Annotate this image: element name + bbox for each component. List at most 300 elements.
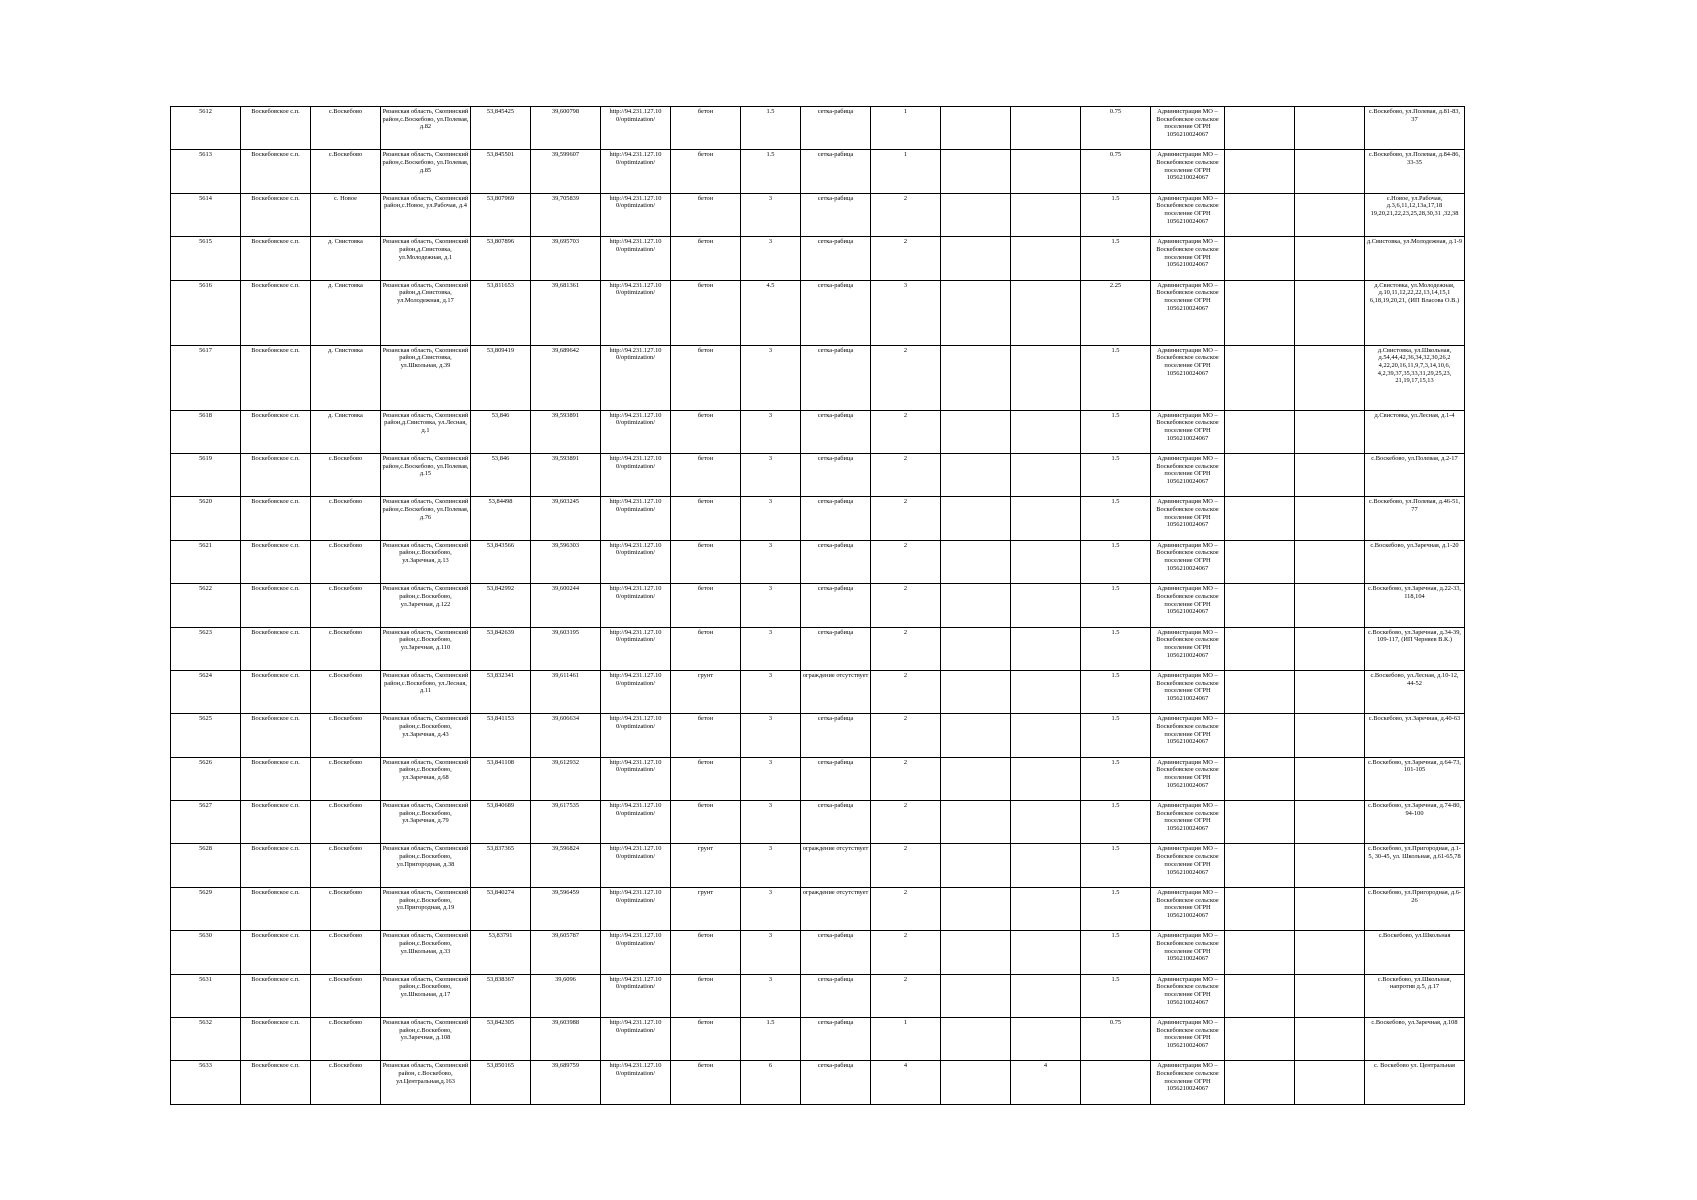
cell-area: 3 xyxy=(741,931,801,974)
cell-url: http://94.231.127.10 0/optimization/ xyxy=(601,757,671,800)
cell-empty xyxy=(941,540,1011,583)
table-row xyxy=(171,974,1465,1017)
cell-area: 3 xyxy=(741,193,801,236)
cell-cover: бетон xyxy=(671,410,741,453)
cell-src: с.Воскебово, ул.Полевая, д.46-51, 77 xyxy=(1365,497,1465,540)
cell-cap: 2.25 xyxy=(1081,280,1151,345)
cell-src: с. Воскебово ул. Центральная xyxy=(1365,1061,1465,1104)
cell-owner: Администрация МО – Воскебовское сельское поселение ОГРН 1056210024067 xyxy=(1151,1018,1225,1061)
cell-sp: Воскебовское с.п. xyxy=(241,584,311,627)
cell-empty xyxy=(1295,193,1365,236)
cell-area: 3 xyxy=(741,714,801,757)
cell-type: сетка-рабица xyxy=(801,801,871,844)
cell-sp: Воскебовское с.п. xyxy=(241,757,311,800)
cell-owner: Администрация МО – Воскебовское сельское поселение ОГРН 1056210024067 xyxy=(1151,193,1225,236)
cell-vol xyxy=(1011,844,1081,887)
cell-owner: Администрация МО – Воскебовское сельское поселение ОГРН 1056210024067 xyxy=(1151,345,1225,410)
cell-cap: 1.5 xyxy=(1081,844,1151,887)
cell-type: сетка-рабица xyxy=(801,150,871,193)
cell-cover: бетон xyxy=(671,714,741,757)
cell-src: д.Свистовка, ул.Школьная, д.54,44,42,36,34,32,30,26,2 4,22,20,16,11,9,7,3,14,10,6, 4,2,39,37,35,33,31,29,25,23, 21,19,17,15,13 xyxy=(1365,345,1465,410)
cell-np: с.Воскебово xyxy=(311,714,381,757)
cell-empty xyxy=(1225,584,1295,627)
cell-url: http://94.231.127.10 0/optimization/ xyxy=(601,345,671,410)
cell-cover: бетон xyxy=(671,497,741,540)
cell-vol xyxy=(1011,150,1081,193)
cell-src: с.Воскебово, ул.Заречная, д.64-73, 101-105 xyxy=(1365,757,1465,800)
cell-type: сетка-рабица xyxy=(801,193,871,236)
cell-vol xyxy=(1011,540,1081,583)
cell-empty xyxy=(1295,931,1365,974)
cell-cnt: 1 xyxy=(871,1018,941,1061)
table-row xyxy=(171,757,1465,800)
cell-empty xyxy=(941,453,1011,496)
cell-url: http://94.231.127.10 0/optimization/ xyxy=(601,540,671,583)
cell-cnt: 3 xyxy=(871,280,941,345)
cell-owner: Администрация МО – Воскебовское сельское поселение ОГРН 1056210024067 xyxy=(1151,540,1225,583)
cell-vol xyxy=(1011,453,1081,496)
cell-addr: Рязанская область, Скопинский район,с.Воскебово, ул.Заречная, д.68 xyxy=(381,757,471,800)
cell-area: 3 xyxy=(741,974,801,1017)
cell-np: д. Свистовка xyxy=(311,345,381,410)
cell-empty xyxy=(1295,410,1365,453)
cell-owner: Администрация МО – Воскебовское сельское поселение ОГРН 1056210024067 xyxy=(1151,887,1225,930)
cell-url: http://94.231.127.10 0/optimization/ xyxy=(601,714,671,757)
cell-lat: 53,846 xyxy=(471,410,531,453)
cell-cnt: 2 xyxy=(871,714,941,757)
cell-owner: Администрация МО – Воскебовское сельское поселение ОГРН 1056210024067 xyxy=(1151,801,1225,844)
cell-cnt: 1 xyxy=(871,150,941,193)
cell-empty xyxy=(941,150,1011,193)
cell-sp: Воскебовское с.п. xyxy=(241,627,311,670)
cell-owner: Администрация МО – Воскебовское сельское поселение ОГРН 1056210024067 xyxy=(1151,150,1225,193)
cell-np: с.Воскебово xyxy=(311,670,381,713)
cell-addr: Рязанская область, Скопинский район,с.Воскебово, ул.Пригородная, д.38 xyxy=(381,844,471,887)
cell-empty xyxy=(1225,714,1295,757)
cell-type: сетка-рабица xyxy=(801,540,871,583)
cell-addr: Рязанская область, Скопинский район,с.Новое, ул.Рабочая, д.4 xyxy=(381,193,471,236)
cell-empty xyxy=(1295,345,1365,410)
cell-sp: Воскебовское с.п. xyxy=(241,844,311,887)
cell-cap: 1.5 xyxy=(1081,931,1151,974)
cell-area: 3 xyxy=(741,345,801,410)
cell-sp: Воскебовское с.п. xyxy=(241,193,311,236)
cell-id: 5612 xyxy=(171,107,241,150)
cell-id: 5616 xyxy=(171,280,241,345)
cell-owner: Администрация МО – Воскебовское сельское поселение ОГРН 1056210024067 xyxy=(1151,844,1225,887)
cell-empty xyxy=(941,1018,1011,1061)
cell-lat: 53,842305 xyxy=(471,1018,531,1061)
cell-area: 3 xyxy=(741,410,801,453)
cell-cnt: 2 xyxy=(871,974,941,1017)
cell-empty xyxy=(941,345,1011,410)
cell-url: http://94.231.127.10 0/optimization/ xyxy=(601,237,671,280)
cell-sp: Воскебовское с.п. xyxy=(241,345,311,410)
cell-empty xyxy=(941,107,1011,150)
cell-addr: Рязанская область, Скопинский район,с.Воскебово, ул.Заречная, д.79 xyxy=(381,801,471,844)
table-row xyxy=(171,237,1465,280)
table-row xyxy=(171,345,1465,410)
cell-empty xyxy=(941,584,1011,627)
cell-lat: 53,845501 xyxy=(471,150,531,193)
cell-cnt: 1 xyxy=(871,107,941,150)
cell-vol xyxy=(1011,584,1081,627)
cell-cover: бетон xyxy=(671,345,741,410)
cell-empty xyxy=(1225,410,1295,453)
cell-lon: 39,600244 xyxy=(531,584,601,627)
cell-lon: 39,611461 xyxy=(531,670,601,713)
cell-id: 5613 xyxy=(171,150,241,193)
cell-owner: Администрация МО – Воскебовское сельское поселение ОГРН 1056210024067 xyxy=(1151,410,1225,453)
cell-lat: 53,841153 xyxy=(471,714,531,757)
cell-vol xyxy=(1011,107,1081,150)
cell-cover: грунт xyxy=(671,844,741,887)
table-row xyxy=(171,844,1465,887)
cell-id: 5630 xyxy=(171,931,241,974)
cell-area: 3 xyxy=(741,887,801,930)
cell-empty xyxy=(1225,540,1295,583)
cell-vol xyxy=(1011,757,1081,800)
cell-np: с.Воскебово xyxy=(311,540,381,583)
cell-cnt: 2 xyxy=(871,627,941,670)
cell-addr: Рязанская область, Скопинский район,с.Воскебово, ул.Полевая, д.82 xyxy=(381,107,471,150)
cell-cover: бетон xyxy=(671,801,741,844)
cell-lon: 39,603195 xyxy=(531,627,601,670)
cell-id: 5621 xyxy=(171,540,241,583)
cell-lon: 39,617535 xyxy=(531,801,601,844)
cell-addr: Рязанская область, Скопинский район,с.Воскебово, ул.Школьная, д.17 xyxy=(381,974,471,1017)
cell-lat: 53,807896 xyxy=(471,237,531,280)
cell-type: сетка-рабица xyxy=(801,280,871,345)
cell-empty xyxy=(941,801,1011,844)
cell-addr: Рязанская область, Скопинский район,с.Воскебово, ул.Заречная, д.13 xyxy=(381,540,471,583)
cell-owner: Администрация МО – Воскебовское сельское поселение ОГРН 1056210024067 xyxy=(1151,107,1225,150)
cell-lat: 53,838367 xyxy=(471,974,531,1017)
cell-addr: Рязанская область, Скопинский район,с.Воскебово, ул.Полевая, д.85 xyxy=(381,150,471,193)
cell-cap: 1.5 xyxy=(1081,670,1151,713)
cell-empty xyxy=(1225,844,1295,887)
cell-vol xyxy=(1011,801,1081,844)
table-row xyxy=(171,670,1465,713)
cell-sp: Воскебовское с.п. xyxy=(241,453,311,496)
cell-type: сетка-рабица xyxy=(801,497,871,540)
cell-owner: Администрация МО – Воскебовское сельское поселение ОГРН 1056210024067 xyxy=(1151,670,1225,713)
cell-area: 6 xyxy=(741,1061,801,1104)
cell-lat: 53,811653 xyxy=(471,280,531,345)
cell-src: с.Воскебово, ул.Лесная, д.10-12, 44-52 xyxy=(1365,670,1465,713)
table-row xyxy=(171,931,1465,974)
cell-empty xyxy=(941,931,1011,974)
table-row xyxy=(171,150,1465,193)
cell-empty xyxy=(941,714,1011,757)
cell-empty xyxy=(1225,627,1295,670)
cell-sp: Воскебовское с.п. xyxy=(241,150,311,193)
cell-id: 5628 xyxy=(171,844,241,887)
table-row xyxy=(171,193,1465,236)
cell-type: сетка-рабица xyxy=(801,974,871,1017)
cell-empty xyxy=(1295,627,1365,670)
cell-vol xyxy=(1011,237,1081,280)
cell-empty xyxy=(941,887,1011,930)
cell-empty xyxy=(1225,107,1295,150)
cell-lon: 39,593891 xyxy=(531,453,601,496)
cell-empty xyxy=(1225,757,1295,800)
table-row xyxy=(171,410,1465,453)
cell-area: 3 xyxy=(741,844,801,887)
cell-lon: 39,689642 xyxy=(531,345,601,410)
cell-area: 4.5 xyxy=(741,280,801,345)
cell-empty xyxy=(1295,540,1365,583)
cell-empty xyxy=(1225,670,1295,713)
cell-url: http://94.231.127.10 0/optimization/ xyxy=(601,497,671,540)
cell-sp: Воскебовское с.п. xyxy=(241,237,311,280)
cell-lon: 39,593891 xyxy=(531,410,601,453)
cell-sp: Воскебовское с.п. xyxy=(241,107,311,150)
cell-id: 5617 xyxy=(171,345,241,410)
cell-owner: Администрация МО – Воскебовское сельское поселение ОГРН 1056210024067 xyxy=(1151,497,1225,540)
cell-lat: 53,845425 xyxy=(471,107,531,150)
cell-type: ограждение отсутствует xyxy=(801,887,871,930)
cell-type: сетка-рабица xyxy=(801,345,871,410)
cell-empty xyxy=(941,627,1011,670)
cell-url: http://94.231.127.10 0/optimization/ xyxy=(601,801,671,844)
cell-cap: 1.5 xyxy=(1081,974,1151,1017)
cell-vol xyxy=(1011,931,1081,974)
cell-cover: грунт xyxy=(671,670,741,713)
cell-sp: Воскебовское с.п. xyxy=(241,410,311,453)
cell-addr: Рязанская область, Скопинский район, с.Воскебово, ул.Центральная,д.163 xyxy=(381,1061,471,1104)
cell-np: с.Воскебово xyxy=(311,974,381,1017)
cell-lon: 39,606634 xyxy=(531,714,601,757)
cell-vol xyxy=(1011,670,1081,713)
cell-cap: 0.75 xyxy=(1081,150,1151,193)
table-body xyxy=(171,107,1465,1105)
cell-empty xyxy=(1295,107,1365,150)
cell-empty xyxy=(1295,844,1365,887)
cell-owner: Администрация МО – Воскебовское сельское поселение ОГРН 1056210024067 xyxy=(1151,627,1225,670)
cell-type: сетка-рабица xyxy=(801,453,871,496)
cell-type: сетка-рабица xyxy=(801,107,871,150)
cell-cover: бетон xyxy=(671,193,741,236)
cell-np: с.Воскебово xyxy=(311,931,381,974)
cell-src: с.Воскебово, ул.Заречная, д.108 xyxy=(1365,1018,1465,1061)
cell-empty xyxy=(1225,280,1295,345)
cell-cover: бетон xyxy=(671,1061,741,1104)
cell-cnt: 2 xyxy=(871,887,941,930)
cell-sp: Воскебовское с.п. xyxy=(241,1018,311,1061)
cell-empty xyxy=(941,280,1011,345)
cell-cnt: 2 xyxy=(871,844,941,887)
cell-url: http://94.231.127.10 0/optimization/ xyxy=(601,627,671,670)
table-row xyxy=(171,497,1465,540)
cell-lat: 53,832341 xyxy=(471,670,531,713)
cell-lon: 39,596303 xyxy=(531,540,601,583)
cell-cnt: 2 xyxy=(871,757,941,800)
cell-url: http://94.231.127.10 0/optimization/ xyxy=(601,453,671,496)
cell-empty xyxy=(1225,237,1295,280)
cell-id: 5623 xyxy=(171,627,241,670)
cell-cnt: 2 xyxy=(871,453,941,496)
cell-type: ограждение отсутствует xyxy=(801,844,871,887)
table-row xyxy=(171,107,1465,150)
cell-np: с.Воскебово xyxy=(311,887,381,930)
cell-src: с.Воскебово, ул.Школьная xyxy=(1365,931,1465,974)
cell-addr: Рязанская область, Скопинский район,д.Свистовка, ул.Молодежная, д.1 xyxy=(381,237,471,280)
cell-vol xyxy=(1011,1018,1081,1061)
cell-empty xyxy=(1225,974,1295,1017)
cell-url: http://94.231.127.10 0/optimization/ xyxy=(601,107,671,150)
cell-empty xyxy=(1295,1018,1365,1061)
cell-empty xyxy=(1295,453,1365,496)
cell-src: с.Воскебово, ул.Заречная, д.1-20 xyxy=(1365,540,1465,583)
cell-cnt: 2 xyxy=(871,540,941,583)
cell-lon: 39,599607 xyxy=(531,150,601,193)
cell-empty xyxy=(1295,497,1365,540)
table-row xyxy=(171,1061,1465,1104)
cell-lon: 39,681361 xyxy=(531,280,601,345)
cell-cover: бетон xyxy=(671,974,741,1017)
cell-id: 5625 xyxy=(171,714,241,757)
cell-np: с.Воскебово xyxy=(311,757,381,800)
cell-vol xyxy=(1011,280,1081,345)
cell-empty xyxy=(1225,453,1295,496)
cell-addr: Рязанская область, Скопинский район,д.Свистовка, ул.Молодежная, д.17 xyxy=(381,280,471,345)
cell-empty xyxy=(1295,584,1365,627)
cell-lat: 53,841108 xyxy=(471,757,531,800)
cell-src: с.Воскебово, ул.Заречная, д.22-33, 118,104 xyxy=(1365,584,1465,627)
cell-sp: Воскебовское с.п. xyxy=(241,887,311,930)
cell-cover: бетон xyxy=(671,540,741,583)
cell-area: 1.5 xyxy=(741,107,801,150)
cell-url: http://94.231.127.10 0/optimization/ xyxy=(601,887,671,930)
cell-addr: Рязанская область, Скопинский район,с.Воскебово, ул.Полевая, д.76 xyxy=(381,497,471,540)
cell-addr: Рязанская область, Скопинский район,д.Свистовка, ул.Школьная, д.39 xyxy=(381,345,471,410)
cell-owner: Администрация МО – Воскебовское сельское поселение ОГРН 1056210024067 xyxy=(1151,757,1225,800)
cell-vol xyxy=(1011,974,1081,1017)
cell-sp: Воскебовское с.п. xyxy=(241,801,311,844)
cell-sp: Воскебовское с.п. xyxy=(241,714,311,757)
cell-addr: Рязанская область, Скопинский район,с.Воскебово, ул.Заречная, д.108 xyxy=(381,1018,471,1061)
cell-id: 5629 xyxy=(171,887,241,930)
cell-np: с.Воскебово xyxy=(311,627,381,670)
cell-id: 5631 xyxy=(171,974,241,1017)
cell-area: 3 xyxy=(741,584,801,627)
table-row xyxy=(171,280,1465,345)
cell-url: http://94.231.127.10 0/optimization/ xyxy=(601,410,671,453)
cell-cnt: 2 xyxy=(871,410,941,453)
cell-sp: Воскебовское с.п. xyxy=(241,670,311,713)
cell-url: http://94.231.127.10 0/optimization/ xyxy=(601,1061,671,1104)
cell-type: сетка-рабица xyxy=(801,584,871,627)
cell-empty xyxy=(1295,150,1365,193)
cell-cnt: 2 xyxy=(871,670,941,713)
cell-lat: 53,842992 xyxy=(471,584,531,627)
cell-owner: Администрация МО – Воскебовское сельское поселение ОГРН 1056210024067 xyxy=(1151,974,1225,1017)
cell-src: с.Воскебово, ул.Заречная, д.74-80, 94-100 xyxy=(1365,801,1465,844)
cell-src: д.Свистовка, ул.Лесная, д.1-4 xyxy=(1365,410,1465,453)
cell-vol xyxy=(1011,627,1081,670)
cell-sp: Воскебовское с.п. xyxy=(241,280,311,345)
cell-owner: Администрация МО – Воскебовское сельское поселение ОГРН 1056210024067 xyxy=(1151,1061,1225,1104)
cell-url: http://94.231.127.10 0/optimization/ xyxy=(601,280,671,345)
cell-empty xyxy=(941,974,1011,1017)
cell-cover: бетон xyxy=(671,757,741,800)
cell-vol xyxy=(1011,887,1081,930)
table-row xyxy=(171,714,1465,757)
cell-addr: Рязанская область, Скопинский район,с.Воскебово, ул.Заречная, д.122 xyxy=(381,584,471,627)
cell-np: с.Воскебово xyxy=(311,107,381,150)
cell-empty xyxy=(1295,974,1365,1017)
cell-empty xyxy=(1225,801,1295,844)
cell-id: 5633 xyxy=(171,1061,241,1104)
cell-owner: Администрация МО – Воскебовское сельское поселение ОГРН 1056210024067 xyxy=(1151,280,1225,345)
cell-id: 5618 xyxy=(171,410,241,453)
cell-sp: Воскебовское с.п. xyxy=(241,497,311,540)
cell-src: с.Воскебово, ул.Полевая, д.2-17 xyxy=(1365,453,1465,496)
cell-addr: Рязанская область, Скопинский район,с.Воскебово, ул.Заречная, д.110 xyxy=(381,627,471,670)
table-row xyxy=(171,627,1465,670)
cell-cover: бетон xyxy=(671,453,741,496)
cell-addr: Рязанская область, Скопинский район,с.Воскебово, ул.Пригородная, д.19 xyxy=(381,887,471,930)
cell-cap: 0.75 xyxy=(1081,1018,1151,1061)
cell-lat: 53,846 xyxy=(471,453,531,496)
table-row xyxy=(171,453,1465,496)
cell-cnt: 2 xyxy=(871,931,941,974)
cell-src: с.Воскебово, ул.Пригородная, д.6-26 xyxy=(1365,887,1465,930)
cell-lon: 39,603988 xyxy=(531,1018,601,1061)
cell-cover: бетон xyxy=(671,627,741,670)
cell-lat: 53,837365 xyxy=(471,844,531,887)
cell-url: http://94.231.127.10 0/optimization/ xyxy=(601,670,671,713)
cell-empty xyxy=(1295,280,1365,345)
cell-empty xyxy=(1225,497,1295,540)
cell-lat: 53,807969 xyxy=(471,193,531,236)
cell-url: http://94.231.127.10 0/optimization/ xyxy=(601,844,671,887)
cell-cap: 1.5 xyxy=(1081,410,1151,453)
cell-lat: 53,840689 xyxy=(471,801,531,844)
cell-addr: Рязанская область, Скопинский район,с.Воскебово, ул.Заречная, д.43 xyxy=(381,714,471,757)
cell-cap: 1.5 xyxy=(1081,801,1151,844)
cell-lon: 39,695703 xyxy=(531,237,601,280)
cell-lat: 53,843566 xyxy=(471,540,531,583)
cell-cover: бетон xyxy=(671,237,741,280)
cell-np: с.Воскебово xyxy=(311,453,381,496)
cell-np: д. Свистовка xyxy=(311,237,381,280)
cell-area: 3 xyxy=(741,627,801,670)
cell-empty xyxy=(941,1061,1011,1104)
cell-sp: Воскебовское с.п. xyxy=(241,540,311,583)
cell-lat: 53,842639 xyxy=(471,627,531,670)
cell-cover: бетон xyxy=(671,150,741,193)
cell-addr: Рязанская область, Скопинский район,д.Свистовка, ул.Лесная, д.1 xyxy=(381,410,471,453)
cell-cap xyxy=(1081,1061,1151,1104)
cell-url: http://94.231.127.10 0/optimization/ xyxy=(601,193,671,236)
cell-np: с.Воскебово xyxy=(311,150,381,193)
cell-cnt: 2 xyxy=(871,497,941,540)
cell-cap: 1.5 xyxy=(1081,540,1151,583)
cell-url: http://94.231.127.10 0/optimization/ xyxy=(601,931,671,974)
cell-cover: бетон xyxy=(671,280,741,345)
cell-cap: 1.5 xyxy=(1081,714,1151,757)
cell-type: сетка-рабица xyxy=(801,1018,871,1061)
cell-addr: Рязанская область, Скопинский район,с.Воскебово, ул.Полевая, д.15 xyxy=(381,453,471,496)
cell-lon: 39,6096 xyxy=(531,974,601,1017)
cell-sp: Воскебовское с.п. xyxy=(241,1061,311,1104)
cell-lon: 39,603245 xyxy=(531,497,601,540)
cell-id: 5627 xyxy=(171,801,241,844)
cell-url: http://94.231.127.10 0/optimization/ xyxy=(601,974,671,1017)
cell-sp: Воскебовское с.п. xyxy=(241,974,311,1017)
